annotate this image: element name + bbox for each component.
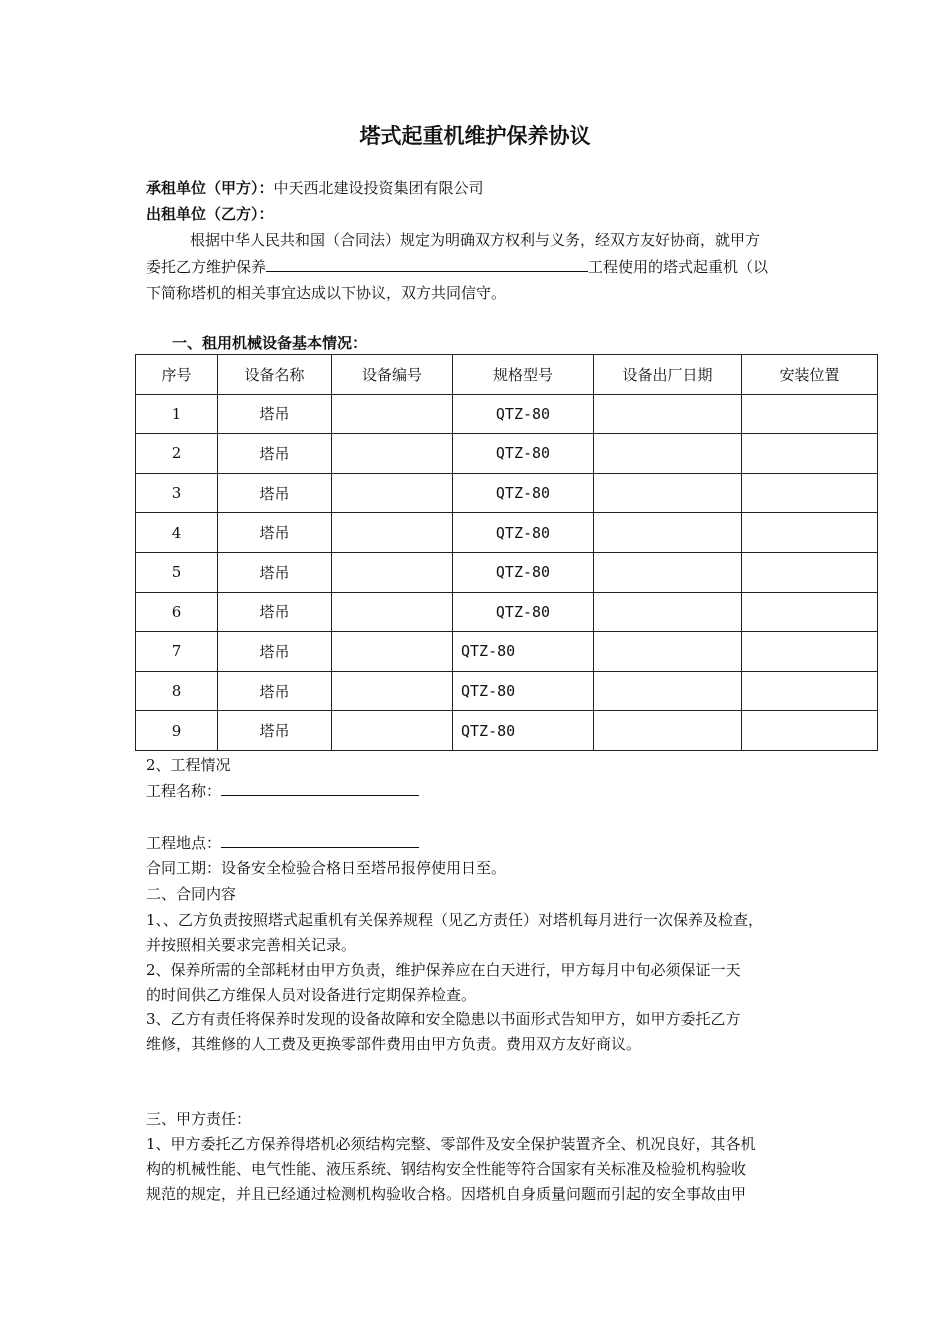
- cell-position: [742, 473, 878, 513]
- cell-position: [742, 671, 878, 711]
- project-site-blank: [221, 833, 419, 848]
- section2-heading: 2、工程情况: [146, 756, 231, 774]
- lessee-name: 中天西北建设投资集团有限公司: [273, 179, 484, 197]
- section4-heading: 三、甲方责任：: [146, 1110, 252, 1128]
- cell-date: [594, 394, 742, 434]
- header-code: 设备编号: [332, 355, 453, 395]
- table-row: [136, 671, 878, 711]
- cell-date: [594, 671, 742, 711]
- table-row: [136, 513, 878, 553]
- contract-period: 合同工期：设备安全检验合格日至塔吊报停使用日至。: [146, 859, 507, 877]
- intro-line-2: [146, 256, 768, 277]
- section1-heading: 一、租用机械设备基本情况：: [172, 334, 368, 352]
- cell-date: [594, 711, 742, 751]
- cell-position: [742, 434, 878, 474]
- cell-date: [594, 473, 742, 513]
- cell-no: 2: [136, 434, 218, 474]
- table-row: [136, 711, 878, 751]
- cell-position: [742, 513, 878, 553]
- clause-1-line-1: 1、、乙方负责按照塔式起重机有关保养规程（见乙方责任）对塔机每月进行一次保养及检查，: [146, 911, 764, 929]
- cell-code: [332, 434, 453, 474]
- cell-position: [742, 711, 878, 751]
- cell-code: [332, 592, 453, 632]
- cell-position: [742, 552, 878, 592]
- cell-no: 8: [136, 671, 218, 711]
- project-site-label: 工程地点：: [146, 834, 222, 852]
- cell-position: [742, 592, 878, 632]
- table-header-row: [136, 355, 878, 395]
- project-blank: [266, 257, 588, 272]
- cell-spec: QTZ-80: [453, 513, 594, 553]
- cell-no: 4: [136, 513, 218, 553]
- cell-code: [332, 711, 453, 751]
- header-name: 设备名称: [218, 355, 332, 395]
- lessee-label: 承租单位（甲方）：: [146, 179, 274, 197]
- intro-line-2-after: 工程使用的塔式起重机（以: [588, 258, 769, 276]
- header-position: 安装位置: [742, 355, 878, 395]
- table-row: [136, 394, 878, 434]
- cell-spec: QTZ-80: [453, 434, 594, 474]
- cell-position: [742, 394, 878, 434]
- cell-no: 1: [136, 394, 218, 434]
- cell-position: [742, 632, 878, 672]
- clause-3-line-1: 3、乙方有责任将保养时发现的设备故障和安全隐患以书面形式告知甲方，如甲方委托乙方: [146, 1010, 741, 1028]
- cell-code: [332, 552, 453, 592]
- cell-no: 3: [136, 473, 218, 513]
- cell-spec: QTZ-80: [453, 394, 594, 434]
- document-title: 塔式起重机维护保养协议: [359, 124, 591, 148]
- clause-1-line-2: 并按照相关要求完善相关记录。: [146, 936, 357, 954]
- cell-code: [332, 513, 453, 553]
- cell-spec: QTZ-80: [453, 632, 594, 672]
- cell-no: 5: [136, 552, 218, 592]
- cell-spec: QTZ-80: [453, 592, 594, 632]
- project-name-line: [146, 780, 419, 801]
- table-row: [136, 552, 878, 592]
- header-no: 序号: [136, 355, 218, 395]
- clause-2-line-2: 的时间供乙方维保人员对设备进行定期保养检查。: [146, 986, 477, 1004]
- project-site-line: [146, 832, 419, 853]
- project-name-blank: [221, 781, 419, 796]
- cell-name: 塔吊: [218, 394, 332, 434]
- cell-spec: QTZ-80: [453, 552, 594, 592]
- cell-name: 塔吊: [218, 671, 332, 711]
- intro-line-1: 根据中华人民共和国（合同法）规定为明确双方权利与义务，经双方友好协商，就甲方: [190, 231, 761, 249]
- cell-name: 塔吊: [218, 434, 332, 474]
- equipment-table: [135, 354, 878, 751]
- table-row: [136, 434, 878, 474]
- intro-line-3: 下简称塔机的相关事宜达成以下协议，双方共同信守。: [146, 284, 507, 302]
- cell-name: 塔吊: [218, 552, 332, 592]
- cell-name: 塔吊: [218, 592, 332, 632]
- table-row: [136, 592, 878, 632]
- cell-code: [332, 394, 453, 434]
- table-row: [136, 632, 878, 672]
- cell-date: [594, 513, 742, 553]
- section3-heading: 二、合同内容: [146, 885, 237, 903]
- cell-no: 9: [136, 711, 218, 751]
- cell-name: 塔吊: [218, 711, 332, 751]
- table-row: [136, 473, 878, 513]
- cell-code: [332, 473, 453, 513]
- clause-3-line-2: 维修，其维修的人工费及更换零部件费用由甲方负责。费用双方友好商议。: [146, 1035, 642, 1053]
- project-name-label: 工程名称：: [146, 782, 222, 800]
- lessee-duty-line-2: 构的机械性能、电气性能、液压系统、钢结构安全性能等符合国家有关标准及检验机构验收: [146, 1160, 747, 1178]
- cell-name: 塔吊: [218, 513, 332, 553]
- lessee-duty-line-1: 1、甲方委托乙方保养得塔机必须结构完整、零部件及安全保护装置齐全、机况良好，其各机: [146, 1135, 756, 1153]
- cell-date: [594, 632, 742, 672]
- cell-spec: QTZ-80: [453, 671, 594, 711]
- cell-code: [332, 632, 453, 672]
- clause-2-line-1: 2、保养所需的全部耗材由甲方负责，维护保养应在白天进行，甲方每月中旬必须保证一天: [146, 961, 741, 979]
- lessee-line: [146, 177, 484, 198]
- cell-date: [594, 434, 742, 474]
- cell-name: 塔吊: [218, 632, 332, 672]
- header-date: 设备出厂日期: [594, 355, 742, 395]
- cell-name: 塔吊: [218, 473, 332, 513]
- cell-code: [332, 671, 453, 711]
- header-spec: 规格型号: [453, 355, 594, 395]
- intro-line-2-before: 委托乙方维护保养: [146, 258, 267, 276]
- cell-spec: QTZ-80: [453, 711, 594, 751]
- cell-date: [594, 552, 742, 592]
- cell-date: [594, 592, 742, 632]
- cell-no: 7: [136, 632, 218, 672]
- lessor-label: 出租单位（乙方）：: [146, 205, 274, 223]
- cell-spec: QTZ-80: [453, 473, 594, 513]
- cell-no: 6: [136, 592, 218, 632]
- lessee-duty-line-3: 规范的规定，并且已经通过检测机构验收合格。因塔机自身质量问题而引起的安全事故由甲: [146, 1185, 747, 1203]
